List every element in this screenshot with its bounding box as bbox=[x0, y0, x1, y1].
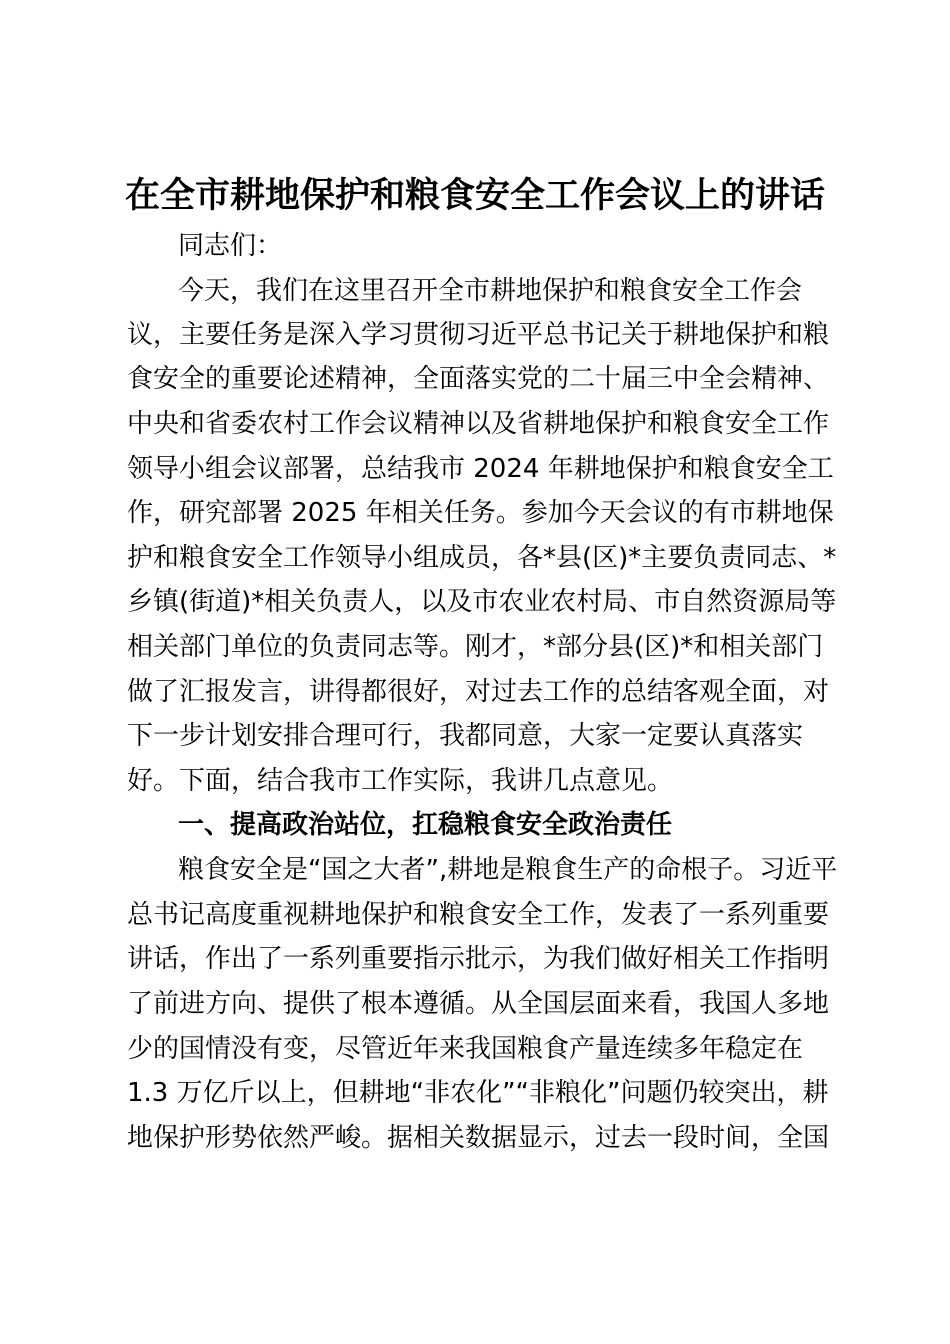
body-line: 讲话，作出了一系列重要指示批示，为我们做好相关工作指明 bbox=[127, 944, 830, 974]
document-title: 在全市耕地保护和粮食安全工作会议上的讲话 bbox=[124, 176, 825, 216]
body-line: 地保护形势依然严峻。据相关数据显示，过去一段时间，全国 bbox=[127, 1123, 830, 1153]
body-line: 下一步计划安排合理可行，我都同意，大家一定要认真落实 bbox=[127, 721, 804, 751]
body-line: 好。下面，结合我市工作实际，我讲几点意见。 bbox=[127, 766, 674, 796]
body-line: 乡镇(街道)*相关负责人，以及市农业农村局、市自然资源局等 bbox=[127, 587, 837, 617]
body-line: 1.3 万亿斤以上，但耕地“非农化”“非粮化”问题仍较突出，耕 bbox=[127, 1078, 829, 1108]
body-line: 做了汇报发言，讲得都很好，对过去工作的总结客观全面，对 bbox=[127, 677, 830, 707]
body-line: 今天，我们在这里召开全市耕地保护和粮食安全工作会 bbox=[178, 276, 803, 306]
body-line: 食安全的重要论述精神，全面落实党的二十届三中全会精神、 bbox=[127, 364, 830, 394]
salutation: 同志们： bbox=[178, 231, 283, 261]
section-heading: 一、提高政治站位，扛稳粮食安全政治责任 bbox=[178, 810, 673, 840]
body-line: 领导小组会议部署，总结我市 2024 年耕地保护和粮食安全工 bbox=[127, 454, 834, 484]
body-line: 作，研究部署 2025 年相关任务。参加今天会议的有市耕地保 bbox=[127, 498, 834, 528]
body-line: 粮食安全是“国之大者”,耕地是粮食生产的命根子。习近平 bbox=[178, 855, 838, 885]
body-line: 了前进方向、提供了根本遵循。从全国层面来看，我国人多地 bbox=[127, 989, 830, 1019]
body-line: 中央和省委农村工作会议精神以及省耕地保护和粮食安全工作 bbox=[127, 409, 830, 439]
body-line: 护和粮食安全工作领导小组成员，各*县(区)*主要负责同志、* bbox=[127, 543, 837, 573]
body-line: 相关部门单位的负责同志等。刚才，*部分县(区)*和相关部门 bbox=[127, 632, 824, 662]
body-line: 议，主要任务是深入学习贯彻习近平总书记关于耕地保护和粮 bbox=[127, 320, 830, 350]
body-line: 少的国情没有变，尽管近年来我国粮食产量连续多年稳定在 bbox=[127, 1034, 804, 1064]
body-line: 总书记高度重视耕地保护和粮食安全工作，发表了一系列重要 bbox=[127, 900, 830, 930]
